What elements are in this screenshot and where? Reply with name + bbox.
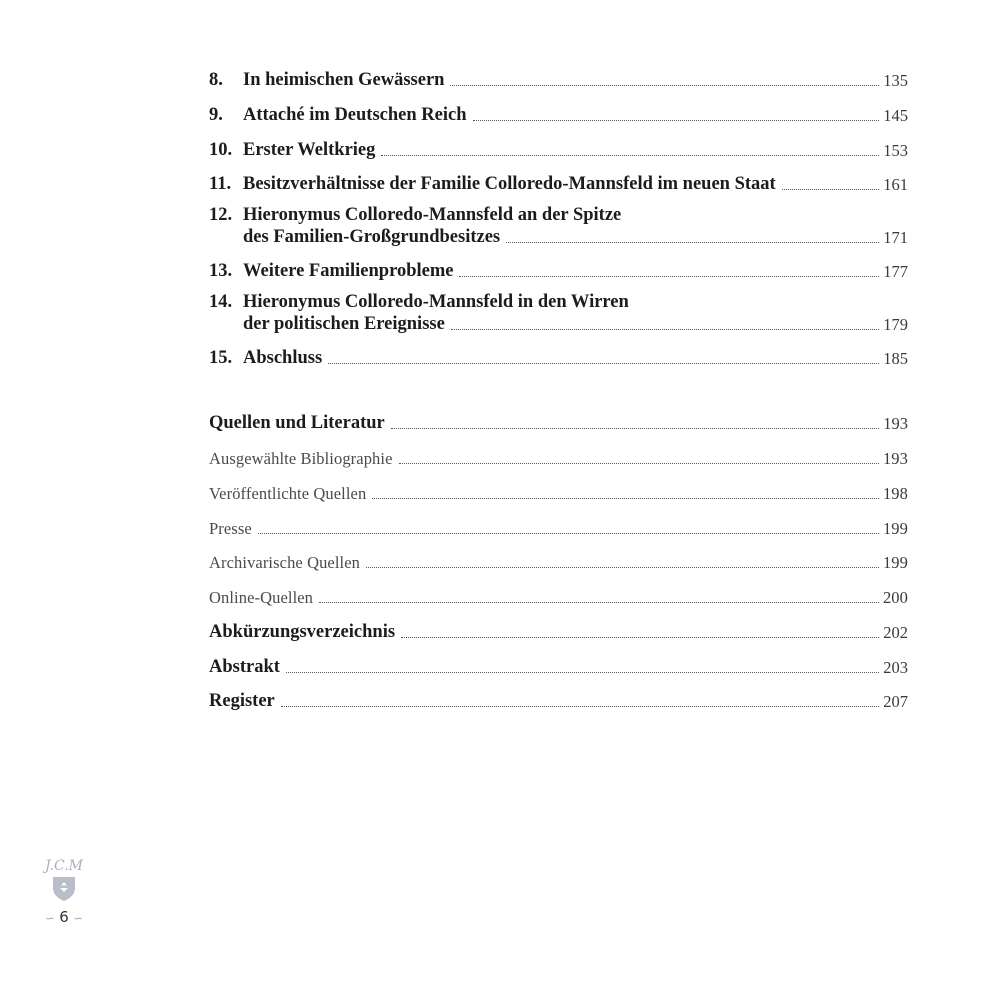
subsection-title: Online-Quellen [209,588,314,607]
toc-entry-ausgewaehlte-bibliographie[interactable] [209,449,908,469]
toc-entry-archivarische-quellen[interactable] [209,553,908,573]
toc-entry-veroeffentlichte-quellen[interactable] [209,484,908,504]
page-number: 145 [883,106,908,125]
page-number: 179 [883,315,908,334]
folio [36,908,92,926]
page-number: 199 [882,519,908,538]
dot-leader [258,533,879,534]
toc-entry-abkuerzungsverzeichnis[interactable] [209,622,908,643]
toc-entry-13[interactable] [209,261,908,282]
chapter-title-line1: Hieronymus Colloredo-Mannsfeld in den Wirren [243,292,629,312]
flourish-right-icon: ∽ [73,912,83,925]
toc-entry-online-quellen[interactable] [209,588,908,608]
toc-entry-12-line1[interactable] [209,205,621,226]
chapter-title: Erster Weltkrieg [243,140,376,160]
toc-entry-9[interactable] [209,105,908,126]
page-number: 161 [883,175,908,194]
chapter-number: 12. [209,205,233,225]
toc-entry-15[interactable] [209,348,908,369]
subsection-title: Archivarische Quellen [209,553,360,572]
dot-leader [286,672,879,673]
page-number: 177 [883,262,908,281]
page-number: 193 [882,449,908,468]
chapter-title: Besitzverhältnisse der Familie Colloredo-Mannsfeld im neuen Staat [243,174,776,194]
section-title: Abkürzungsverzeichnis [209,622,396,642]
subsection-title: Veröffentlichte Quellen [209,484,367,503]
page-number: 153 [883,141,908,160]
dot-leader [473,120,880,121]
dot-leader [391,428,879,429]
chapter-number: 15. [209,348,233,368]
flourish-left-icon: ∽ [45,912,55,925]
chapter-title: Weitere Familienprobleme [243,261,454,281]
section-title: Quellen und Literatur [209,413,385,433]
chapter-number: 14. [209,292,233,312]
dot-leader [319,602,879,603]
chapter-title-line2: der politischen Ereignisse [243,314,445,334]
section-title: Register [209,691,275,711]
dot-leader [328,363,879,364]
dot-leader [450,85,879,86]
dot-leader [451,329,879,330]
chapter-title-line2: des Familien-Großgrundbesitzes [243,227,501,247]
page-number: 171 [883,228,908,247]
page-number-label: 6 [59,908,69,926]
page-number: 200 [882,588,908,607]
crest-shield-icon [52,876,76,902]
chapter-number: 9. [209,105,223,125]
toc-entry-10[interactable] [209,140,908,161]
dot-leader [281,706,880,707]
subsection-title: Presse [209,519,252,538]
toc-entry-11[interactable] [209,174,908,195]
chapter-title: In heimischen Gewässern [243,70,445,90]
monogram: J.C.M [45,858,83,874]
toc-entry-abstrakt[interactable] [209,657,908,678]
chapter-number: 10. [209,140,233,160]
page-number: 135 [883,71,908,90]
page-number: 193 [883,414,908,433]
toc-entry-register[interactable] [209,691,908,712]
toc-entry-8[interactable] [209,70,908,91]
dot-leader [372,498,879,499]
section-title: Abstrakt [209,657,280,677]
toc-entry-14[interactable] [209,314,908,335]
chapter-title-line1: Hieronymus Colloredo-Mannsfeld an der Spitze [243,205,622,225]
chapter-number: 11. [209,174,232,194]
page-number: 185 [883,349,908,368]
page-number: 202 [883,623,908,642]
dot-leader [401,637,879,638]
dot-leader [782,189,880,190]
chapter-number: 13. [209,261,233,281]
chapter-title: Abschluss [243,348,323,368]
toc-entry-presse[interactable] [209,519,908,539]
dot-leader [381,155,879,156]
chapter-title: Attaché im Deutschen Reich [243,105,467,125]
toc-entry-12[interactable] [209,227,908,248]
page-number: 203 [883,658,908,677]
page-footer [36,856,92,936]
page-number: 199 [882,553,908,572]
dot-leader [459,276,879,277]
dot-leader [399,463,879,464]
toc-entry-14-line1[interactable] [209,292,629,313]
page-number: 198 [882,484,908,503]
chapter-number: 8. [209,70,223,90]
dot-leader [366,567,879,568]
toc-entry-quellen-und-literatur[interactable] [209,413,908,434]
page-number: 207 [883,692,908,711]
dot-leader [506,242,879,243]
subsection-title: Ausgewählte Bibliographie [209,449,393,468]
